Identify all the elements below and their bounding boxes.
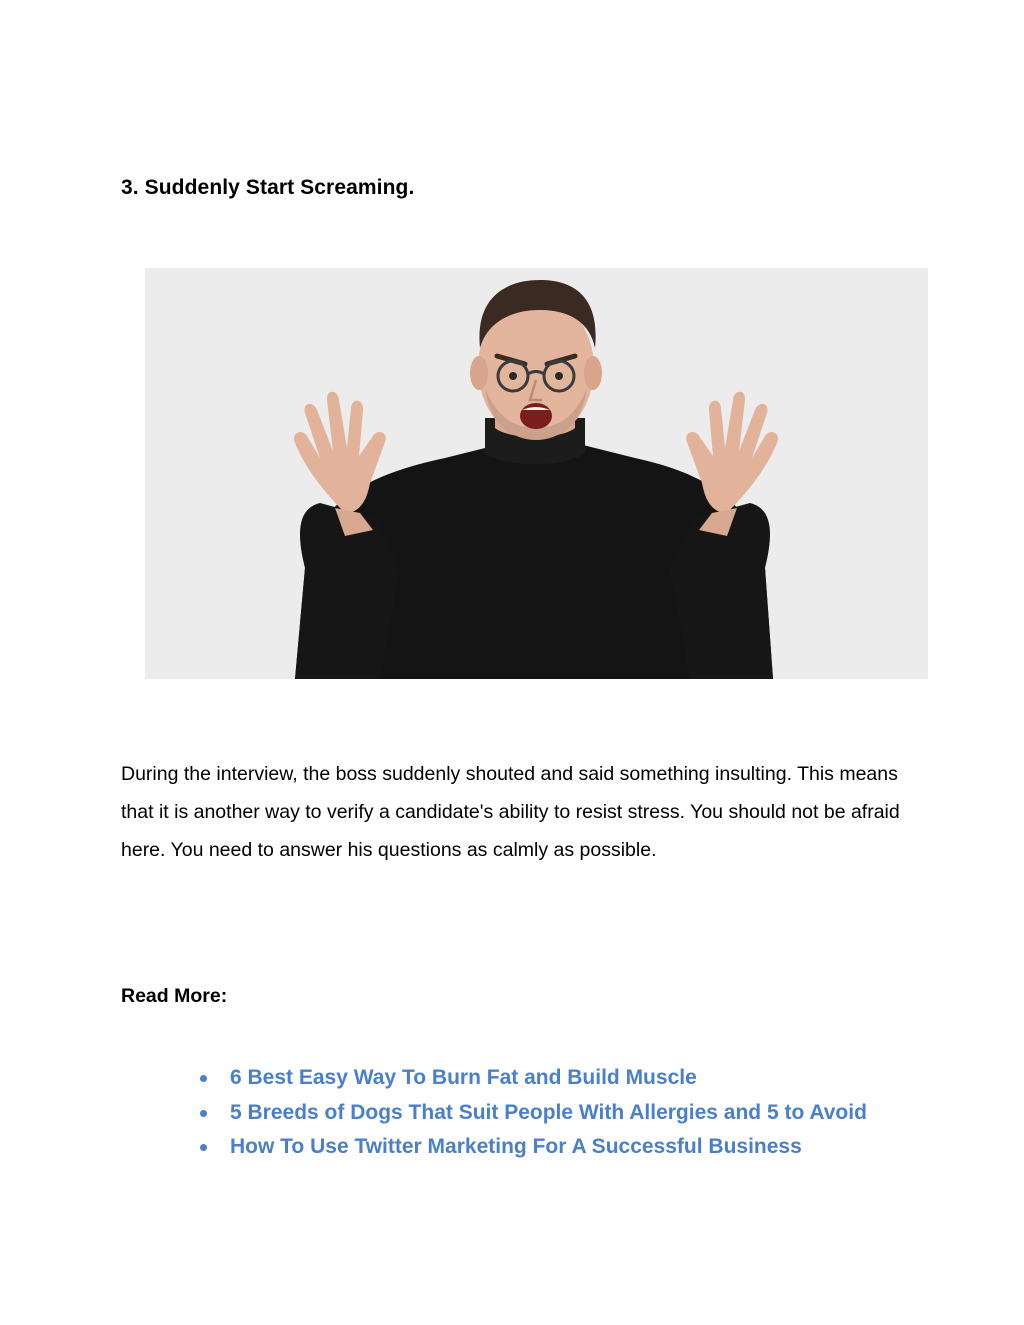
read-more-link-twitter-marketing[interactable]: How To Use Twitter Marketing For A Successful Business (230, 1135, 802, 1158)
list-item (198, 1132, 867, 1167)
bullet-icon (200, 1075, 207, 1082)
read-more-link-burn-fat[interactable]: 6 Best Easy Way To Burn Fat and Build Muscle (230, 1066, 697, 1089)
screaming-man-photo (145, 268, 928, 679)
list-item (198, 1098, 867, 1133)
read-more-link-dog-breeds[interactable]: 5 Breeds of Dogs That Suit People With Allergies and 5 to Avoid (230, 1100, 867, 1124)
bullet-icon (200, 1110, 207, 1117)
screaming-man-illustration (145, 268, 928, 679)
read-more-list (198, 1063, 867, 1167)
read-more-label: Read More: (121, 985, 228, 1007)
bullet-icon (200, 1144, 207, 1151)
list-item (198, 1063, 867, 1098)
section-heading: 3. Suddenly Start Screaming. (121, 176, 415, 199)
body-paragraph: During the interview, the boss suddenly shouted and said something insulting. This means that it is another way to verify a candidate's ability to resist stress. You should not be afraid here. You need to answer his questions as calmly as possible. (121, 763, 900, 861)
